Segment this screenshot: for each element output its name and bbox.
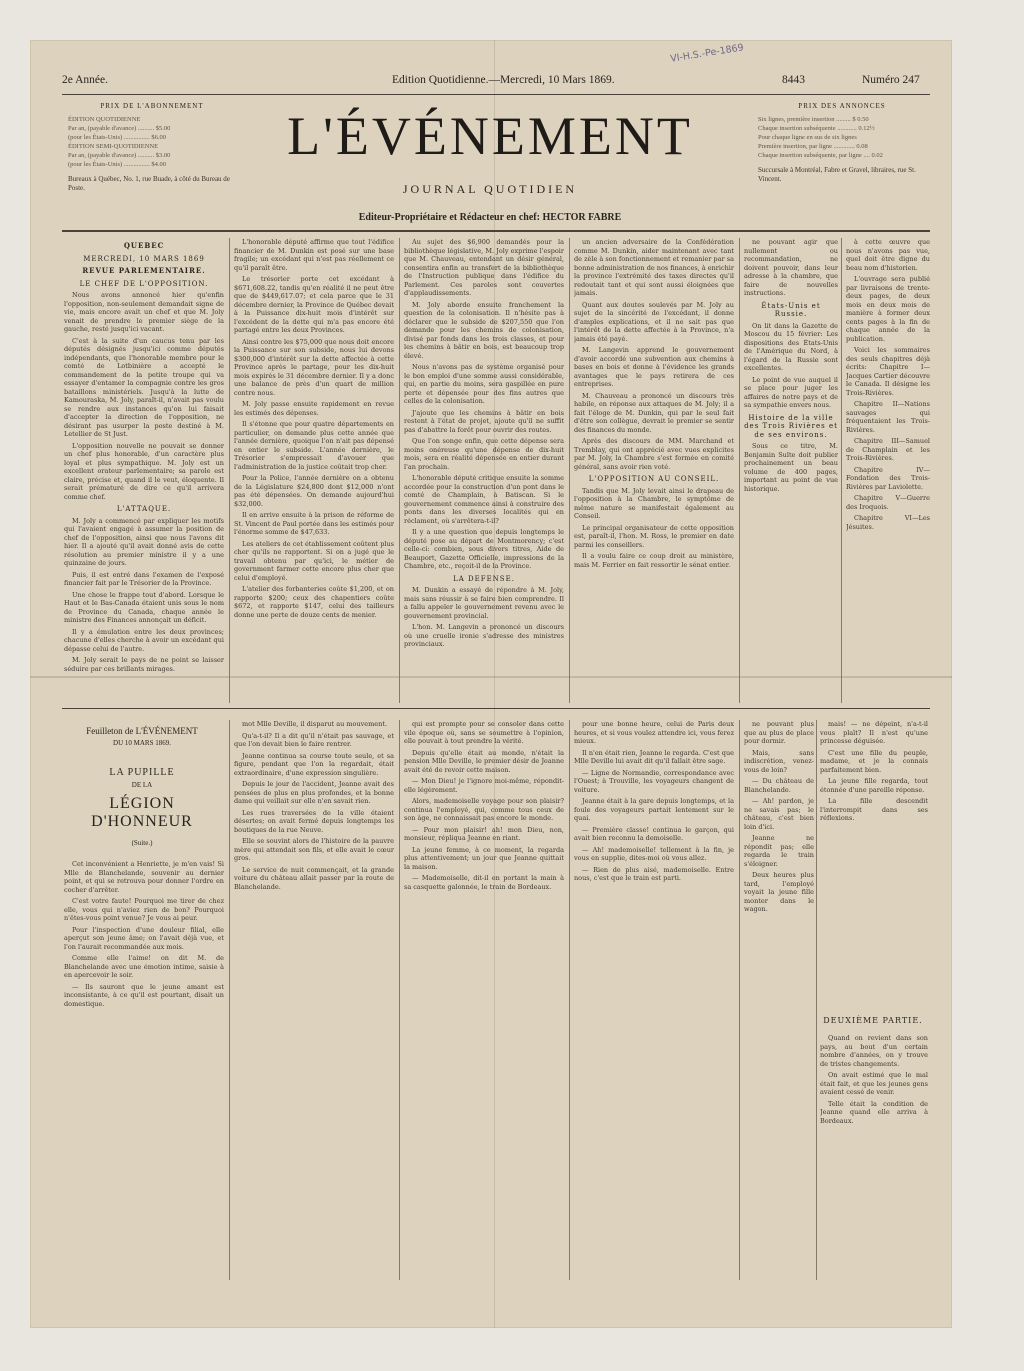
subscription-line: Par an, (payable d'avance) .......... $3.00 xyxy=(68,152,171,159)
column-5: ne pouvant agir que nullement ou recommandation, ne doivent pouvoir, dans leur adresse à la chambre, que faire de nouvelles instructions. États-Unis et Russie. On lit dans la Gazette de Moscou du 15 février: Les dispositions des États-Unis de l'Amérique du Nord, à l'égard de la Russie sont excellentes. Le point de vue auquel il se place pour juger les affaires de notre pays et de sa sympathie envers nous. Histoire de la ville des Trois Rivières et de ses environs. Sous ce titre, M. Benjamin Sulte doit publier prochainement un beau volume de 400 pages, important au point de vue historique. xyxy=(744,238,838,493)
part-two-heading: DEUXIÈME PARTIE. xyxy=(823,1016,923,1025)
subscription-line: Par an, (payable d'avance) .......... $5.00 xyxy=(68,125,171,132)
column-divider xyxy=(816,720,817,1280)
feuilleton-label: Feuilleton de L'ÉVÉNEMENT xyxy=(86,726,198,736)
feuilleton-column-2: mot Mlle Deville, il disparut au mouvement. Qu'a-t-il? Il a dit qu'il n'était pas sauvage, et que l'on devait bien le faire rentrer. Jeanne continua sa course toute seule, et sa figure, pendant que l'on la regardait, était extraordinaire, d'une expression singulière. Depuis le jour de l'accident, Jeanne avait des pensées de plus en plus profondes, et la bonne dame qui veillait sur elle n'en savait rien. Les rues traversées de la ville étaient désertes; on avait fermé depuis longtemps les boutiques de la rue Neuve. Elle se souvint alors de l'histoire de la pauvre mère qui attendait son fils, et elle avait le cœur gros. Le service de nuit commençait, et la grande voiture du château allait passer par la route de Blanchelande. xyxy=(234,720,394,891)
issue-number: Numéro 247 xyxy=(862,74,920,86)
editor-line: Editeur-Propriétaire et Rédacteur en chef: HECTOR FABRE xyxy=(358,212,622,223)
column-divider xyxy=(399,238,400,703)
column-divider xyxy=(569,720,570,1280)
feuilleton-column-4: pour une bonne heure, celui de Paris deux heures, et si vous voulez attendre ici, vous ferez mieux. Il n'en était rien, Jeanne le regarda. C'est que Mlle Deville lui avait dit qu'il fallait être sage. — Ligne de Normandie, correspondance avec l'Ouest; à Trouville, les voyageurs changent de voiture. Jeanne était à la gare depuis longtemps, et la foule des voyageurs partait lentement sur le quai. — Première classe! continua le garçon, qui avait bien reconnu la demoiselle. — Ah! mademoiselle! tellement à la fin, je vous en supplie, dites-moi où vous allez. — Rien de plus aisé, mademoiselle. Entre nous, c'est que le train est parti. xyxy=(574,720,734,882)
attaque-heading: L'ATTAQUE. xyxy=(116,505,172,513)
pencil-annotation: VI-H.S.-Pe-1869 xyxy=(669,42,745,65)
histoire-heading: Histoire de la ville des Trois Rivières et de ses environs. xyxy=(744,413,838,439)
column-divider xyxy=(229,720,230,1280)
revue-subheading: LE CHEF DE L'OPPOSITION. xyxy=(79,279,209,288)
subscription-price-box xyxy=(68,102,236,193)
subscription-office: Bureaux à Québec, No. 1, rue Buade, à côté du Bureau de Poste. xyxy=(68,175,230,192)
advertising-line: Chaque insertion subséquente ............ 0.12½ xyxy=(758,125,875,132)
novel-title-line-3: LÉGION D'HONNEUR xyxy=(91,795,193,830)
subscription-line: (pour les États-Unis) ................ $6.00 xyxy=(68,134,167,141)
column-divider xyxy=(739,238,740,703)
advertising-line: Première insertion, par ligne ............. 0.08 xyxy=(758,143,868,150)
subscription-heading: PRIX DE L'ABONNEMENT xyxy=(100,102,204,110)
column-2: L'honorable député affirme que tout l'édifice financier de M. Dunkin est posé sur une base fragile; un excédant qui n'est pas réellement ce qu'il paraît être. Le trésorier porte cet excédant à $671,608.22, tandis qu'en réalité il ne peut être que de $449,617.07; et cela parce que le 31 décembre dernier, la Province de Québec devait à la Puissance dix-huit mois d'intérêt sur l'excédent de la dette qui m'a pas encore été partagé entre les deux Provinces. Ainsi contre les $75,000 que nous doit encore la Puissance sur son subside, nous lui devons $300,000 d'intérêt sur la dette affectée à cette Province après le partage, pour les dix-huit mois expirés le 31 décembre dernier. Il y a donc une balance de près d'un quart de million contre nous. M. Joly passe ensuite rapidement en revue les estimés des dépenses. Il s'étonne que pour quatre départements en particulier, on demande plus cette année que l'année dernière, quoique l'on n'ait pas dépensé en entier le subside. L'année dernière, le Trésorier s'empressait d'avouer que l'administration de la justice coûtait trop cher. Pour la Police, l'année dernière on a obtenu de la Législature $24,800 dont $12,000 n'ont pas été dépensées. On demande aujourd'hui $32,000. Il en arrive ensuite à la prison de réforme de St. Vincent de Paul portée dans les estimés pour l'énorme somme de $47,633. Les ateliers de cet établissement coûtent plus cher qu'ils ne rapportent. Si on a jugé que le travail obtenu par qu'ici, le métier de government farmer cette encore plus cher que celui d'employé. L'atelier des forbanteries coûte $1,200, et on rapporte $200; ceux des chapentiers coûte $672, et rapporte $147, celui des tailleurs donne une perte de douze cents de menier. xyxy=(234,238,394,619)
dateline-city: QUEBEC xyxy=(123,241,165,250)
advertising-line: Pour chaque ligne en sus de six lignes xyxy=(758,134,857,141)
novel-title-line-1: LA PUPILLE xyxy=(109,767,175,778)
header-topline xyxy=(62,74,930,92)
column-divider xyxy=(569,238,570,703)
subscription-line: ÉDITION SEMI-QUOTIDIENNE xyxy=(68,143,159,150)
column-divider xyxy=(841,238,842,703)
feuilleton-column-3: qui est prompte pour se consoler dans cette vile époque où, sans se soumettre à l'opinion, elle pouvait à tout prendre la vérité. Depuis qu'elle était au monde, n'était la pension Mlle Deville, le premier désir de Jeanne avait été de revoir cette maison. — Mon Dieu! je l'ignore moi-même, répondit-elle légèrement. Alors, mademoiselle voyage pour son plaisir? continua l'employé, qui, comme tous ceux de son âge, ne connaissait pas encore le monde. — Pour mon plaisir! ah! mon Dieu, non, monsieur, répliqua Jeanne en riant. La jeune femme, à ce moment, la regarda plus attentivement; un jour que Jeanne quittait la maison. — Mademoiselle, dit-il en portant la main à sa casquette galonnée, le train de Bordeaux. xyxy=(404,720,564,891)
column-6: à cette œuvre que nous n'avons pas vue, quel doit être digne du beau nom d'historien. L'ouvrage sera publié par livraisons de trente-deux pages, de deux mois en deux mois de manière à former deux cents pages à la fin de chaque année de la publication. Voici les sommaires des seuls chapitres déjà écrits: Chapitre I—Jacques Cartier découvre le Canada. Il désigne les Trois-Rivières. Chapitre II—Nations sauvages qui fréquentaient les Trois-Rivières. Chapitre III—Samuel de Champlain et les Trois-Rivières. Chapitre IV—Fondation des Trois-Rivières par Laviolette. Chapitre V—Guerre des Iroquois. Chapitre VI—Les Jésuites. xyxy=(846,238,930,531)
revue-heading: REVUE PARLEMENTAIRE. xyxy=(82,266,206,275)
masthead-title: L'ÉVÉNEMENT xyxy=(287,106,693,166)
column-1: QUEBEC MERCREDI, 10 MARS 1869 REVUE PARLEMENTAIRE. LE CHEF DE L'OPPOSITION. Nous avons annoncé hier qu'enfin l'opposition, non-seulement demandait signe de vie, mais encore avait un chef et que M. Joly venait de prendre le premier siège de la gauche, resté jusqu'ici vacant. C'est à la suite d'un caucus tenu par les députés désignés jusqu'ici comme députés indépendants, que l'honorable membre pour le comté de Lotbinière a accepté le commandement de la petite troupe qui va essayer d'entamer la compagnie contre les gros bataillons ministériels. Jusqu'à la lutte de Kamouraska, M. Joly, paraît-il, n'avait pas voulu se rendre aux instances qu'on lui faisait d'accepter la direction de l'opposition, ne désirant pas usurper la poste destiné à M. Letellier de St Just. L'opposition nouvelle ne pouvait se donner un chef plus honorable, d'un caractère plus loyal et plus sympathique. M. Joly est un excellent orateur parlementaire; sa parole est claire, précise et, quand il le veut, éloquente. Il serait prématuré de dire ce qu'il arrivera comme chef. L'ATTAQUE. M. Joly a commencé par expliquer les motifs qui l'avaient engagé à assumer la position de chef de l'opposition, ainsi que nous l'avons dit hier. Il a ajouté qu'il avait donné avis de cette résolution au premier ministre il y a une quinzaine de jours. Puis, il est entré dans l'examen de l'exposé financier fait par le Trésorier de la Province. Une chose le frappe tout d'abord. Lorsque le Haut et le Bas-Canada étaient unis sous le nom de Province du Canada, chaque année le ministre des Finances annonçait un déficit. Il y a émulation entre les deux provinces; chacune d'elles cherche à avoir un excédant qui dépasse celui de l'autre. M. Joly serait le pays de ne point se laisser séduire par ces brillants mirages. xyxy=(64,241,224,673)
advertising-line: Six lignes, première insertion ......... $ 0.50 xyxy=(758,116,869,123)
novel-suite: (Suite.) xyxy=(131,839,153,847)
column-divider xyxy=(739,720,740,1280)
feuilleton-column-6: mais! — ne dépeint, n'a-t-il vous plaît? Il n'est qu'une princesse déguisée. C'est une fille du peuple, madame, et je la connais parfaitement bien. La jeune fille regarda, tout étonnée d'une pareille réponse. La fille descendit l'interrompit dans ses réflexions. xyxy=(820,720,928,822)
advertising-line: Chaque insertion subséquente, par ligne .... 0.02 xyxy=(758,152,883,159)
feuilleton-date: DU 10 MARS 1869. xyxy=(113,739,171,747)
subscription-line: ÉDITION QUOTIDIENNE xyxy=(68,116,141,123)
advertising-office: Succursale à Montréal, Fabre et Gravel, libraires, rue St. Vincent. xyxy=(758,166,916,183)
header-rule-bottom xyxy=(62,230,930,232)
novel-title-line-2: DE LA xyxy=(131,781,153,789)
etats-heading: États-Unis et Russie. xyxy=(761,301,821,318)
dateline-date: MERCREDI, 10 MARS 1869 xyxy=(83,254,205,263)
feuilleton-column-5: ne pouvant plus que au plus de place pour dormir. Mais, sans indiscrétion, venez-vous de loin? — Du château de Blanchelande. — Ah! pardon, je ne savais pas; le château, c'est bien loin d'ici. Jeanne ne répondit pas; elle regarda le train s'éloigner. Deux heures plus tard, l'employé voyait la jeune fille monter dans le wagon. xyxy=(744,720,814,913)
column-4: un ancien adversaire de la Confédération comme M. Dunkin, aider maintenant avec tant de zèle à son fonctionnement et remanier par sa bonne administration de nos finances, à enrichir la province l'extrémité des taxes directes qu'il redoutait tant et qui sont aussi éloignées que jamais. Quant aux doutes soulevés par M. Joly au sujet de la sincérité de l'excédant, il donne d'amples explications, et il ne sait pas que l'intérêt de la dette affectée à la Province, n'a jamais été payé. M. Langevin apprend le gouvernement d'avoir accordé une subvention aux chemins à bases en bois et donne à l'évidence les grands avantages que le pays retirera de ces entreprises. M. Chauveau a prononcé un discours très habile, en réponse aux attaques de M. Joly; il a fait l'éloge de M. Dunkin, qui par le seul fait d'être son collègue, devrait le premier se sentir des finances du monde. Après des discours de MM. Marchand et Tremblay, qui ont apprécié avec vues explicites par M. Joly, la Chambre s'est formée en comité général, sans avoir rien voté. L'OPPOSITION AU CONSEIL. Tandis que M. Joly levait ainsi le drapeau de l'opposition à la Chambre, le symptôme de même nature se manifestait également au Conseil. Le principal organisateur de cette opposition est, paraît-il, l'hon. M. Ross, le premier en date parmi les conseillers. Il a voulu faire ce coup droit au ministère, mais M. Ferrier en fait ressortir le sénat entier. xyxy=(574,238,734,569)
feuilleton-rule xyxy=(62,708,930,709)
defense-heading: LA DEFENSE. xyxy=(453,574,515,583)
opposition-heading: L'OPPOSITION AU CONSEIL. xyxy=(588,475,720,483)
edition-label: Edition Quotidienne.—Mercredi, 10 Mars 1869. xyxy=(392,74,615,86)
year-label: 2e Année. xyxy=(62,74,108,86)
feuilleton-column-6b: Quand on revient dans son pays, au bout d'un certain nombre d'années, on y trouve de tristes changements. On avait estimé que le mal était fait, et que les jeunes gens avaient cessé de venir. Telle était la condition de Jeanne quand elle arriva à Bordeaux. xyxy=(820,1034,928,1125)
masthead-subtitle: JOURNAL QUOTIDIEN xyxy=(402,182,578,196)
feuilleton-header xyxy=(62,726,222,847)
stamp-number: 8443 xyxy=(782,74,805,86)
subscription-line: (pour les États-Unis) ................ $4.00 xyxy=(68,161,167,168)
column-3: Au sujet des $6,900 demandés pour la bibliothèque législative, M. Joly exprime l'espoir que M. Chauveau, entendant un désir général, consentira enfin au transfert de la bibliothèque de l'Instruction publique dans l'édifice du Parlement. Ces paroles sont couvertes d'applaudissements. M. Joly aborde ensuite franchement la question de la colonisation. Il n'hésite pas à déclarer que le subside de $207,550 que l'on demande pour les chemins de colonisation, divisé par fonds dans les trois classes, et pour les chemins à bâtir en bois, est beaucoup trop élevé. Nous n'avons pas de système organisé pour le bon emploi d'une somme aussi considérable, qui, en partie du moins, sera gaspillée en pure perte et dépensée pour des fins autres que celles de la colonisation. J'ajoute que les chemins à bâtir en bois restent à l'état de projet, ajoute qu'il ne suffit pas d'abattre la forêt pour ouvrir des routes. Que l'on songe enfin, que cette dépense sera moins onéreuse qu'une dépense de dix-huit mois, sera en réalité dépensée en entier durant l'an prochain. L'honorable député critique ensuite la somme accordée pour la construction d'un pont dans le comté de Champlain, à Batiscan. Si le gouvernement commence ainsi à construire des ponts dans les diverses localités qui en réclament, où s'arrêtera-t-il? Il y a une question que depuis longtemps le député pose au départ de Montmorency; c'est celle-ci: combien, sous divers titres, Aide de Beauport, Gazette Officielle, impressions de la Chambre, etc., reçoit-il de la Province. LA DEFENSE. M. Dunkin a essayé de répondre à M. Joly, mais sans réussir à se faire bien comprendre. Il a fallu appeler le gouvernement revenu avec le gouvernement provincial. L'hon. M. Langevin a prononcé un discours où une cruelle ironie s'adresse des ministres provinciaux. xyxy=(404,238,564,648)
column-divider xyxy=(229,238,230,703)
feuilleton-column-1: Cet inconvénient a Henriette, je m'en vais! Si Mlle de Blanchelande, souvenir au dernier point, et qui se retrouva pour donner l'ordre en cocher d'arrêter. C'est votre faute! Pourquoi me tirer de chez elle, vous qui n'aviez rien de bon? Pourquoi n'êtes-vous point venue? Je vous ai peur. Pour l'inspection d'une douleur filial, elle aperçut son jeune âme; on l'avait déjà vue, et l'on l'aurait recommandée aux mois. Comme elle l'aime! on dit M. de Blanchelande avec une émotion intime, saisie à en apercevoir le soir. — Ils sauront que le jeune amant est inconsistante, à ce qu'il est pourtant, disait un domestique. xyxy=(64,860,224,1008)
advertising-heading: PRIX DES ANNONCES xyxy=(798,102,886,110)
advertising-price-box xyxy=(758,102,926,184)
column-divider xyxy=(399,720,400,1280)
header-rule-top xyxy=(62,94,930,95)
